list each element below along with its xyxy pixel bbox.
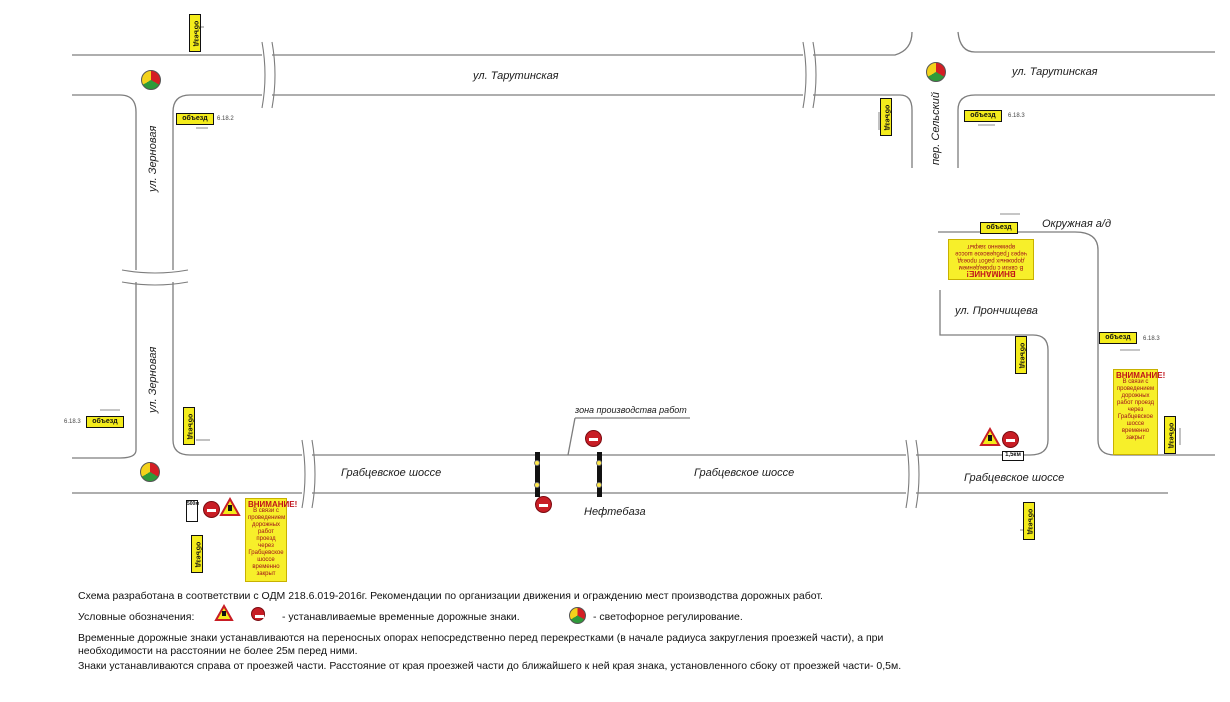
warning-lamp-icon <box>534 482 540 488</box>
break-mark <box>262 42 275 108</box>
detour-sign: объезд <box>1023 502 1035 540</box>
traffic-light-icon <box>140 462 160 482</box>
legend-prefix: Условные обозначения: <box>78 611 195 623</box>
break-mark <box>906 440 919 508</box>
sign-code: 6.18.3 <box>1143 336 1160 342</box>
warning-lamp-icon <box>534 460 540 466</box>
warning-lamp-icon <box>596 460 602 466</box>
road-works-sign-icon <box>215 605 233 621</box>
distance-plate: 1,5км <box>1002 451 1024 461</box>
note-line-1: Схема разработана в соответствии с ОДМ 218.6.019-2016г. Рекомендации по организации движения и ограждению мест производства дорожных работ. <box>78 590 823 602</box>
tarutinskaya-right-north-edge <box>958 32 1215 52</box>
break-mark <box>803 42 816 108</box>
detour-sign: объезд <box>189 14 201 52</box>
detour-sign: объезд <box>964 110 1002 122</box>
no-entry-sign-icon <box>1002 431 1019 448</box>
street-label-grabtsevskoe-mid: Грабцевское шоссе <box>694 467 795 479</box>
detour-sign: объезд <box>191 535 203 573</box>
note-line-4: Знаки устанавливаются справа от проезжей части. Расстояние от края проезжей части до ближайшего к ней края знака, установленного сбоку от проезжей части- 0,5м. <box>78 660 902 672</box>
warning-board: ВНИМАНИЕ! В связи с проведением дорожных работ проезд через Грабцевское шоссе временно закрыт <box>948 239 1034 280</box>
detour-sign: объезд <box>1015 336 1027 374</box>
detour-sign: объезд <box>1099 332 1137 344</box>
no-entry-sign-icon <box>203 501 220 518</box>
detour-sign: объезд <box>176 113 214 125</box>
warning-board: ВНИМАНИЕ! В связи с проведением дорожных работ проезд через Грабцевское шоссе временно закрыт <box>1113 369 1158 455</box>
detour-sign: объезд <box>1164 416 1176 454</box>
selsky-east-edge <box>958 95 1215 168</box>
street-label-grabtsevskoe-east: Грабцевское шоссе <box>964 472 1065 484</box>
road-barrier <box>535 452 540 497</box>
warning-board: ВНИМАНИЕ! В связи с проведением дорожных работ проезд через Грабцевское шоссе временно закрыт <box>245 498 287 582</box>
note-line-3a: Временные дорожные знаки устанавливаются на переносных опорах непосредственно перед перекрестками (в начале радиуса закругления проезжей части), а при <box>78 632 884 644</box>
road-works-sign-icon <box>220 498 240 516</box>
detour-sign: объезд <box>183 407 195 445</box>
traffic-light-icon <box>569 607 586 624</box>
road-works-sign-icon <box>980 428 1000 446</box>
sign-code: 6.18.3 <box>1008 113 1025 119</box>
street-label-tarutinskaya: ул. Тарутинская <box>473 70 559 82</box>
detour-sign: объезд <box>880 98 892 136</box>
legend-signs-text: - устанавливаемые временные дорожные знаки. <box>282 611 520 623</box>
traffic-light-icon <box>926 62 946 82</box>
street-label-zernovaya-north: ул. Зерновая <box>147 125 159 192</box>
no-entry-sign-icon <box>535 496 552 513</box>
road-barrier <box>597 452 602 497</box>
distance-plate: 500м <box>186 500 198 522</box>
break-mark <box>302 440 315 508</box>
note-line-3b: необходимости на расстоянии не более 25м перед ними. <box>78 645 358 657</box>
detour-sign: объезд <box>86 416 124 428</box>
sign-code: 6.18.3 <box>64 419 81 425</box>
warning-lamp-icon <box>596 482 602 488</box>
street-label-tarutinskaya-east: ул. Тарутинская <box>1012 66 1098 78</box>
street-label-okruzhnaya: Окружная а/д <box>1042 218 1112 230</box>
sign-code: 6.18.2 <box>217 116 234 122</box>
detour-sign: объезд <box>980 222 1018 234</box>
street-label-selsky: пер. Сельский <box>930 91 942 165</box>
street-label-pronchishcheva: ул. Прончищева <box>955 305 1038 317</box>
no-entry-sign-icon <box>251 607 265 621</box>
street-label-grabtsevskoe-west: Грабцевское шоссе <box>341 467 442 479</box>
no-entry-sign-icon <box>585 430 602 447</box>
tarutinskaya-south-edge <box>72 95 136 458</box>
legend-lights-text: - светофорное регулирование. <box>593 611 743 623</box>
street-label-zernovaya-south: ул. Зерновая <box>147 346 159 413</box>
break-mark <box>122 270 188 285</box>
work-zone-label: зона производства работ <box>575 405 687 415</box>
neftebaza-label: Нефтебаза <box>584 506 646 518</box>
tarutinskaya-south-edge-mid <box>173 95 912 168</box>
traffic-light-icon <box>141 70 161 90</box>
zernovaya-east-edge <box>173 112 1048 455</box>
